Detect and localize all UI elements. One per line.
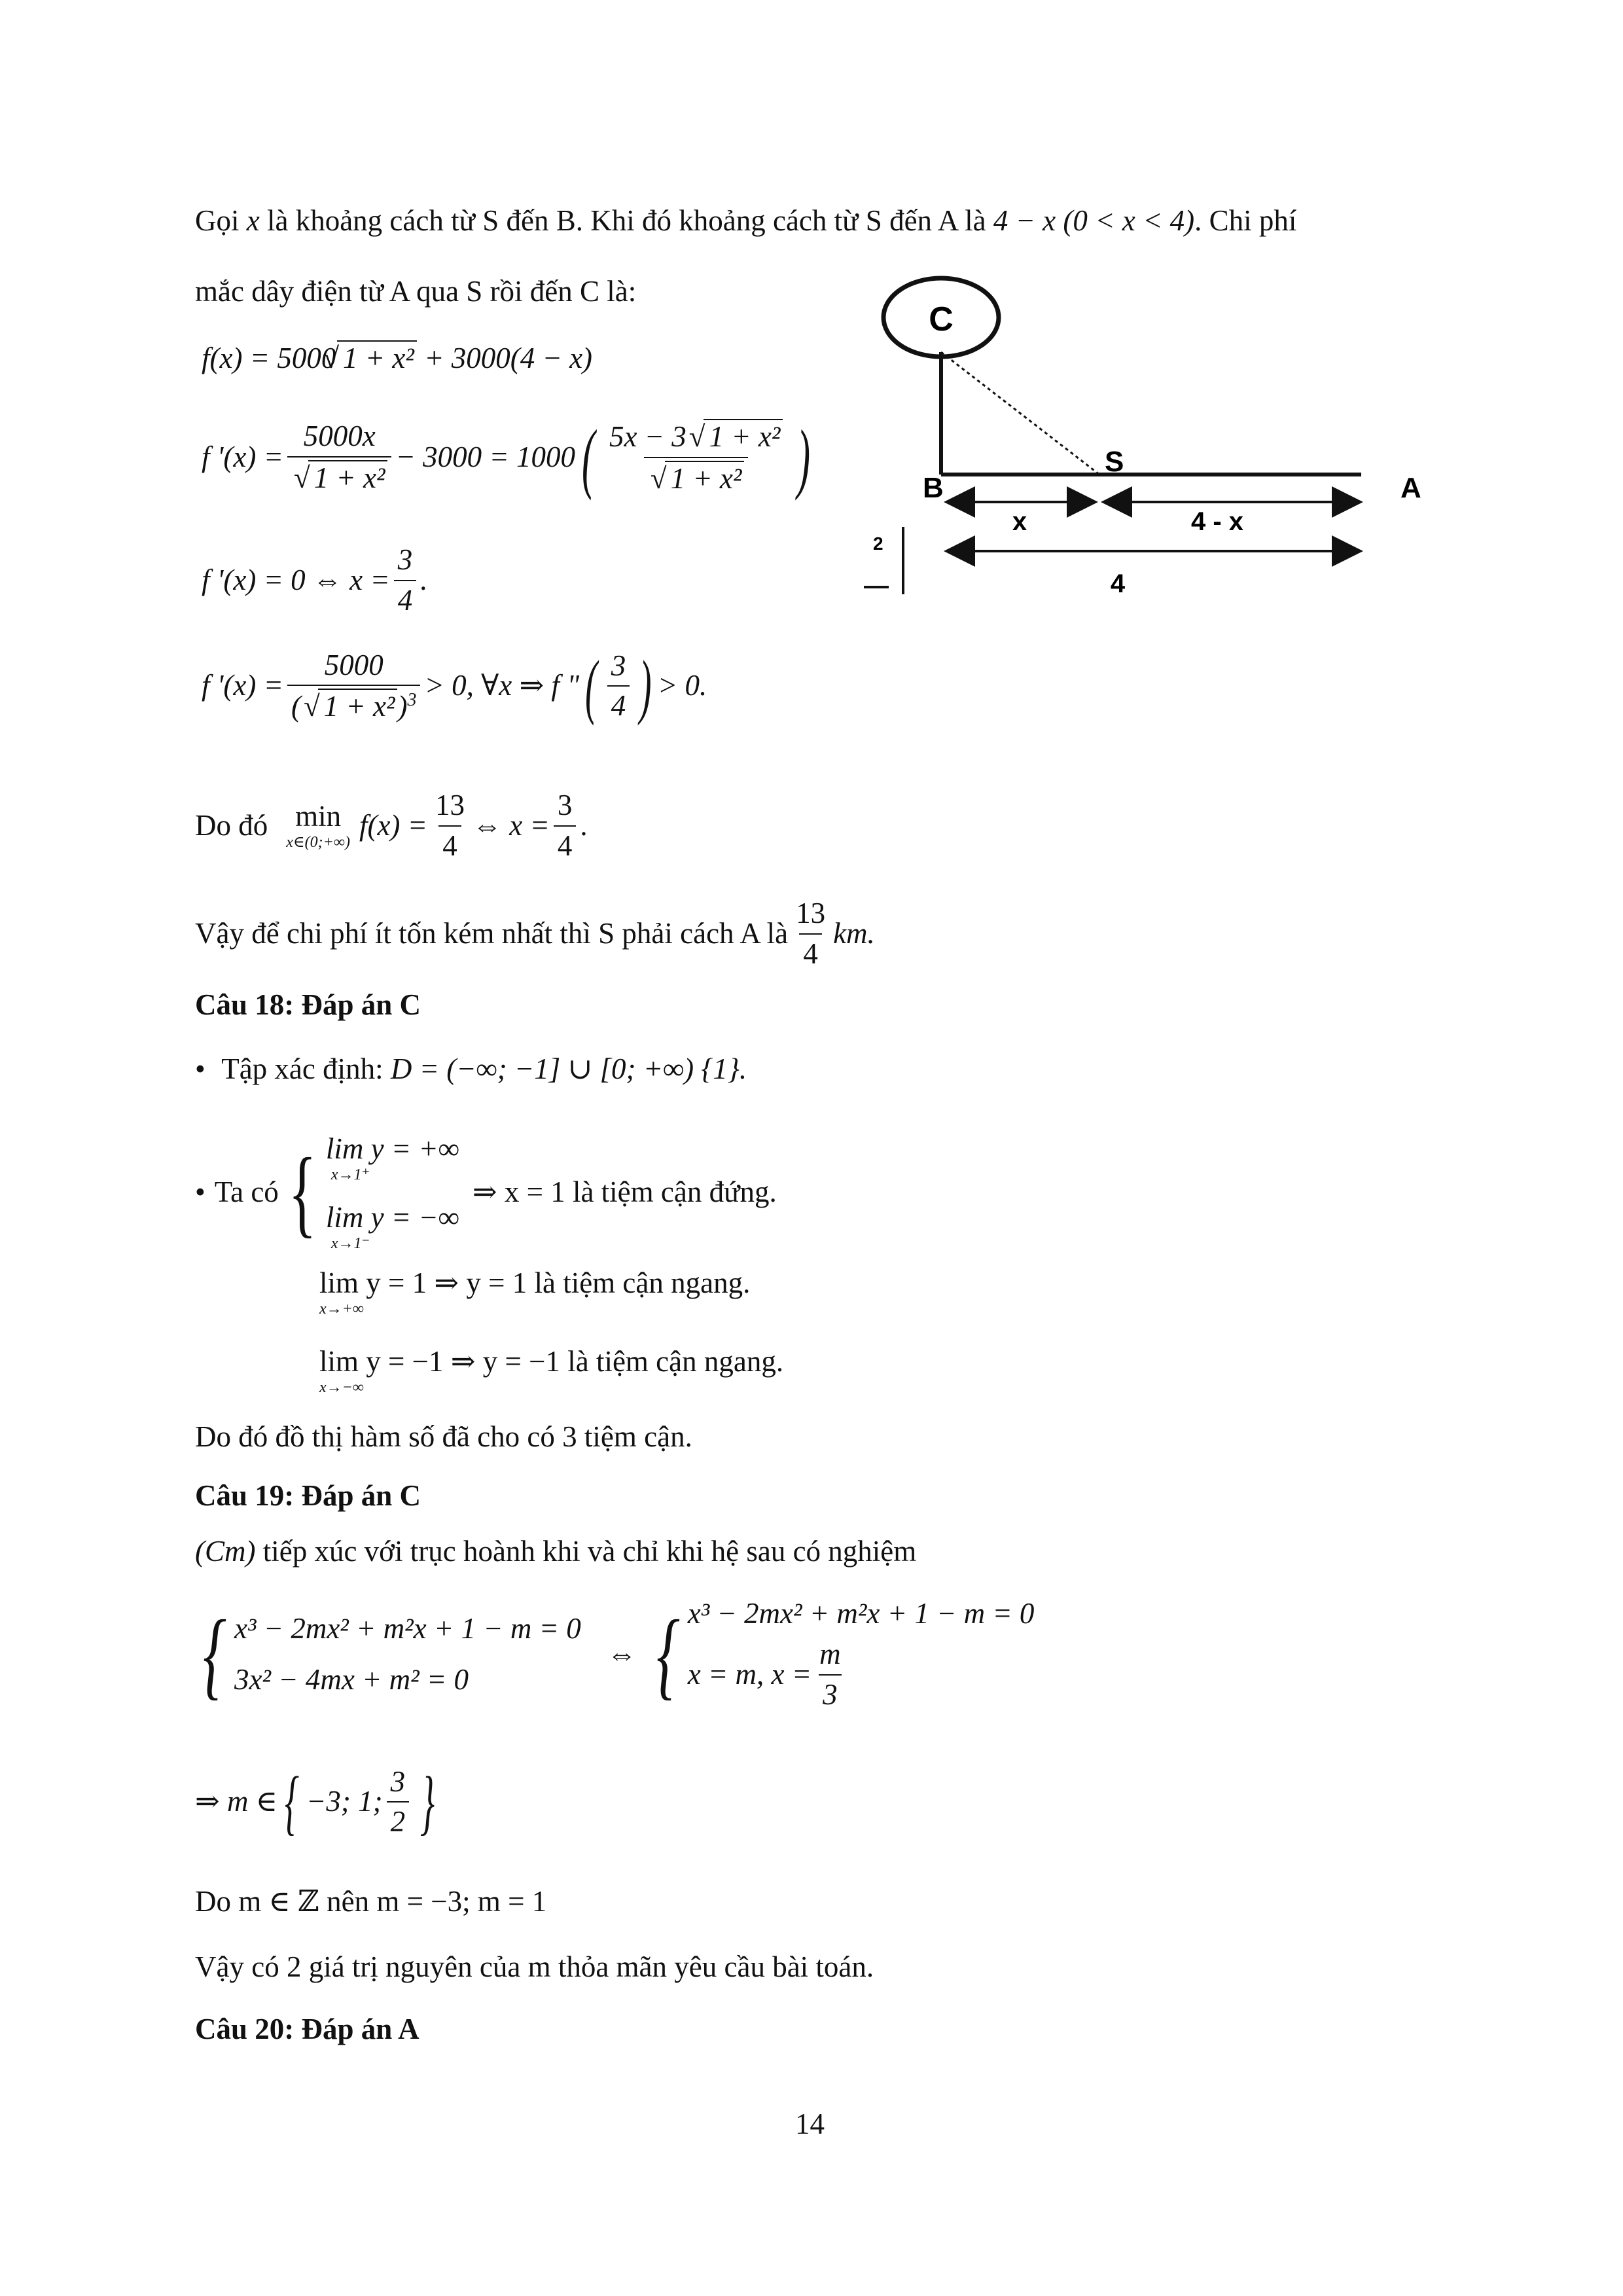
q18-limits-system: • Ta có { lim y = +∞ x→1⁺ lim y = −∞ x→1⁻ ⇒ x = 1 là tiệm cận đứng. xyxy=(195,1132,777,1253)
q20-title: Câu 20: Đáp án A xyxy=(195,2013,419,2045)
min-line: Do đó min x∈(0;+∞) f(x) = $\frac{13}{4}$ ⇔ x = $\frac{3}{4}$ . xyxy=(195,789,588,862)
q18-title: Câu 18: Đáp án C xyxy=(195,988,421,1021)
label-b: B xyxy=(923,472,944,504)
q18-end: Do đó đồ thị hàm số đã cho có 3 tiệm cận. xyxy=(195,1420,692,1453)
q19-title: Câu 19: Đáp án C xyxy=(195,1479,421,1512)
intro-line-2: mắc dây điện từ A qua S rồi đến C là: xyxy=(195,275,637,308)
label-a: A xyxy=(1400,472,1421,504)
label-4-minus-x: 4 - x xyxy=(1190,507,1244,536)
q18-lim-minus-inf: lim y = −1 ⇒ y = −1 là tiệm cận ngang. x→−∞ xyxy=(319,1345,784,1396)
q18-lim-plus-inf: lim y = 1 ⇒ y = 1 là tiệm cận ngang. x→+∞ xyxy=(319,1266,751,1318)
q18-domain: • Tập xác định: D = (−∞; −1] ∪ [0; +∞) {1}. xyxy=(195,1052,747,1086)
segment-cs xyxy=(941,352,1099,475)
q19-mint: Do m ∈ ℤ nên m = −3; m = 1 xyxy=(195,1885,547,1918)
label-side: 2 xyxy=(873,533,883,554)
q19-systems: { x³ − 2mx² + m²x + 1 − m = 0 3x² − 4mx + m² = 0 ⇔ { x³ − 2mx² + m²x + 1 − m = 0 x = m, x = $\frac{m}{3}$ xyxy=(203,1597,1035,1711)
formula-f: f(x) = 5000√ 1 + x² + 3000(4 − x) xyxy=(202,340,592,376)
geometry-figure xyxy=(851,255,1440,622)
intro-line-1: Gọi x là khoảng cách từ S đến B. Khi đó khoảng cách từ S đến A là 4 − x (0 < x < 4). Chi phí xyxy=(195,204,1297,237)
q19-intro: (Cm) tiếp xúc với trục hoành khi và chỉ khi hệ sau có nghiệm xyxy=(195,1535,917,1568)
formula-fprime: f '(x) = 5000x √ 1 + x² − 3000 = 1000 ( 5x − 3√ 1 + x² √ 1 + x² ) xyxy=(202,412,817,503)
q19-end: Vậy có 2 giá trị nguyên của m thỏa mãn yêu cầu bài toán. xyxy=(195,1950,874,1983)
q19-mset: ⇒ m ∈ { −3; 1; $\frac{3}{2}$ } xyxy=(195,1762,435,1842)
label-4: 4 xyxy=(1110,569,1126,598)
conclusion-line: Vậy để chi phí ít tốn kém nhất thì S phải cách A là $\frac{13}{4}$ km. xyxy=(195,897,875,970)
label-x: x xyxy=(1012,507,1027,536)
formula-fprime-zero: f '(x) = 0 ⇔ x = $\frac{3}{4}$ . xyxy=(202,543,428,617)
label-s: S xyxy=(1105,446,1124,478)
page-number: 14 xyxy=(795,2108,825,2140)
label-c: C xyxy=(929,300,954,338)
formula-fsecond: f '(x) = $\frac{5000}{(√ 1 + x^2)^3}$ > 0, ∀x ⇒ f " ( $\frac{3}{4}$ ) > 0. xyxy=(202,645,707,728)
